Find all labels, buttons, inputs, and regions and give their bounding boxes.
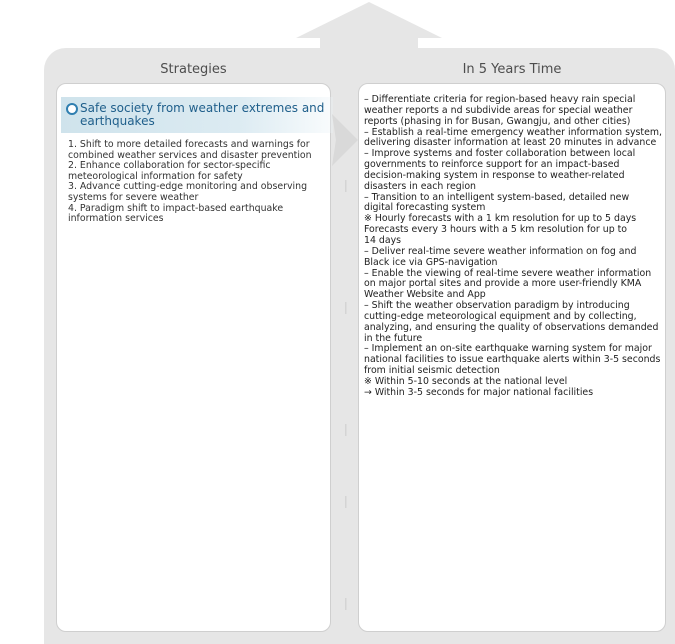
detail-line: – Implement an on-site earthquake warning system for major bbox=[364, 343, 652, 355]
right-arrow-icon bbox=[332, 114, 358, 166]
detail-line: ※ Hourly forecasts with a 1 km resolution for up to 5 days bbox=[364, 213, 637, 225]
detail-line: → Within 3-5 seconds for major national facilities bbox=[364, 386, 594, 398]
strategy-line: combined weather services and disaster prevention bbox=[68, 149, 312, 161]
detail-line: weather reports a nd subdivide areas for special weather bbox=[364, 104, 633, 116]
detail-line: analyzing, and ensuring the quality of observations demanded bbox=[364, 321, 659, 333]
five-year-details bbox=[364, 95, 669, 399]
detail-line: reports (phasing in for Busan, Gwangju, and other cities) bbox=[364, 115, 631, 127]
detail-line: 14 days bbox=[364, 234, 402, 246]
detail-line: from initial seismic detection bbox=[364, 365, 500, 377]
goal-text: Safe society from weather extremes and earthquakes bbox=[80, 101, 325, 128]
detail-line: – Shift the weather observation paradigm by introducing bbox=[364, 300, 630, 312]
five-year-heading: In 5 Years Time bbox=[462, 62, 562, 77]
up-arrow-shape bbox=[294, 0, 444, 48]
detail-line: governments to reinforce support for an impact-based bbox=[364, 159, 620, 171]
bullet-circle-icon bbox=[66, 103, 78, 115]
strategies-list bbox=[68, 140, 326, 225]
detail-line: – Establish a real-time emergency weather information system, bbox=[364, 126, 662, 138]
detail-line: ※ Within 5-10 seconds at the national level bbox=[364, 375, 568, 387]
detail-line: decision-making system in response to weather-related bbox=[364, 169, 625, 181]
detail-line: on major portal sites and provide a more user-friendly KMA bbox=[364, 278, 642, 290]
strategy-line: 2. Enhance collaboration for sector-specific bbox=[68, 160, 271, 172]
detail-line: – Deliver real-time severe weather information on fog and bbox=[364, 245, 637, 257]
strategy-line: 1. Shift to more detailed forecasts and warnings for bbox=[68, 139, 310, 150]
detail-line: – Enable the viewing of real-time severe weather information bbox=[364, 267, 652, 279]
detail-line: delivering disaster information at least 20 minutes in advance bbox=[364, 137, 657, 149]
detail-line: Black ice via GPS-navigation bbox=[364, 256, 498, 268]
detail-line: – Differentiate criteria for region-based heavy rain special bbox=[364, 94, 636, 105]
strategy-line: 4. Paradigm shift to impact-based earthquake bbox=[68, 202, 284, 214]
strategy-line: systems for severe weather bbox=[68, 191, 199, 203]
strategy-line: information services bbox=[68, 213, 164, 225]
detail-line: in the future bbox=[364, 332, 423, 344]
detail-line: cutting-edge meteorological equipment and by collecting, bbox=[364, 310, 637, 322]
detail-line: national facilities to issue earthquake alerts within 3-5 seconds bbox=[364, 354, 661, 366]
strategies-heading: Strategies bbox=[160, 62, 227, 77]
detail-line: disasters in each region bbox=[364, 180, 476, 192]
detail-line: – Transition to an intelligent system-based, detailed new bbox=[364, 191, 630, 203]
detail-line: – Improve systems and foster collaboration between local bbox=[364, 148, 636, 160]
strategy-line: meteorological information for safety bbox=[68, 170, 243, 182]
divider-marks bbox=[342, 180, 350, 610]
detail-line: digital forecasting system bbox=[364, 202, 486, 214]
goal-banner bbox=[61, 97, 333, 133]
detail-line: Weather Website and App bbox=[364, 289, 486, 301]
detail-line: Forecasts every 3 hours with a 5 km resolution for up to bbox=[364, 224, 628, 236]
strategy-line: 3. Advance cutting-edge monitoring and observing bbox=[68, 181, 308, 193]
